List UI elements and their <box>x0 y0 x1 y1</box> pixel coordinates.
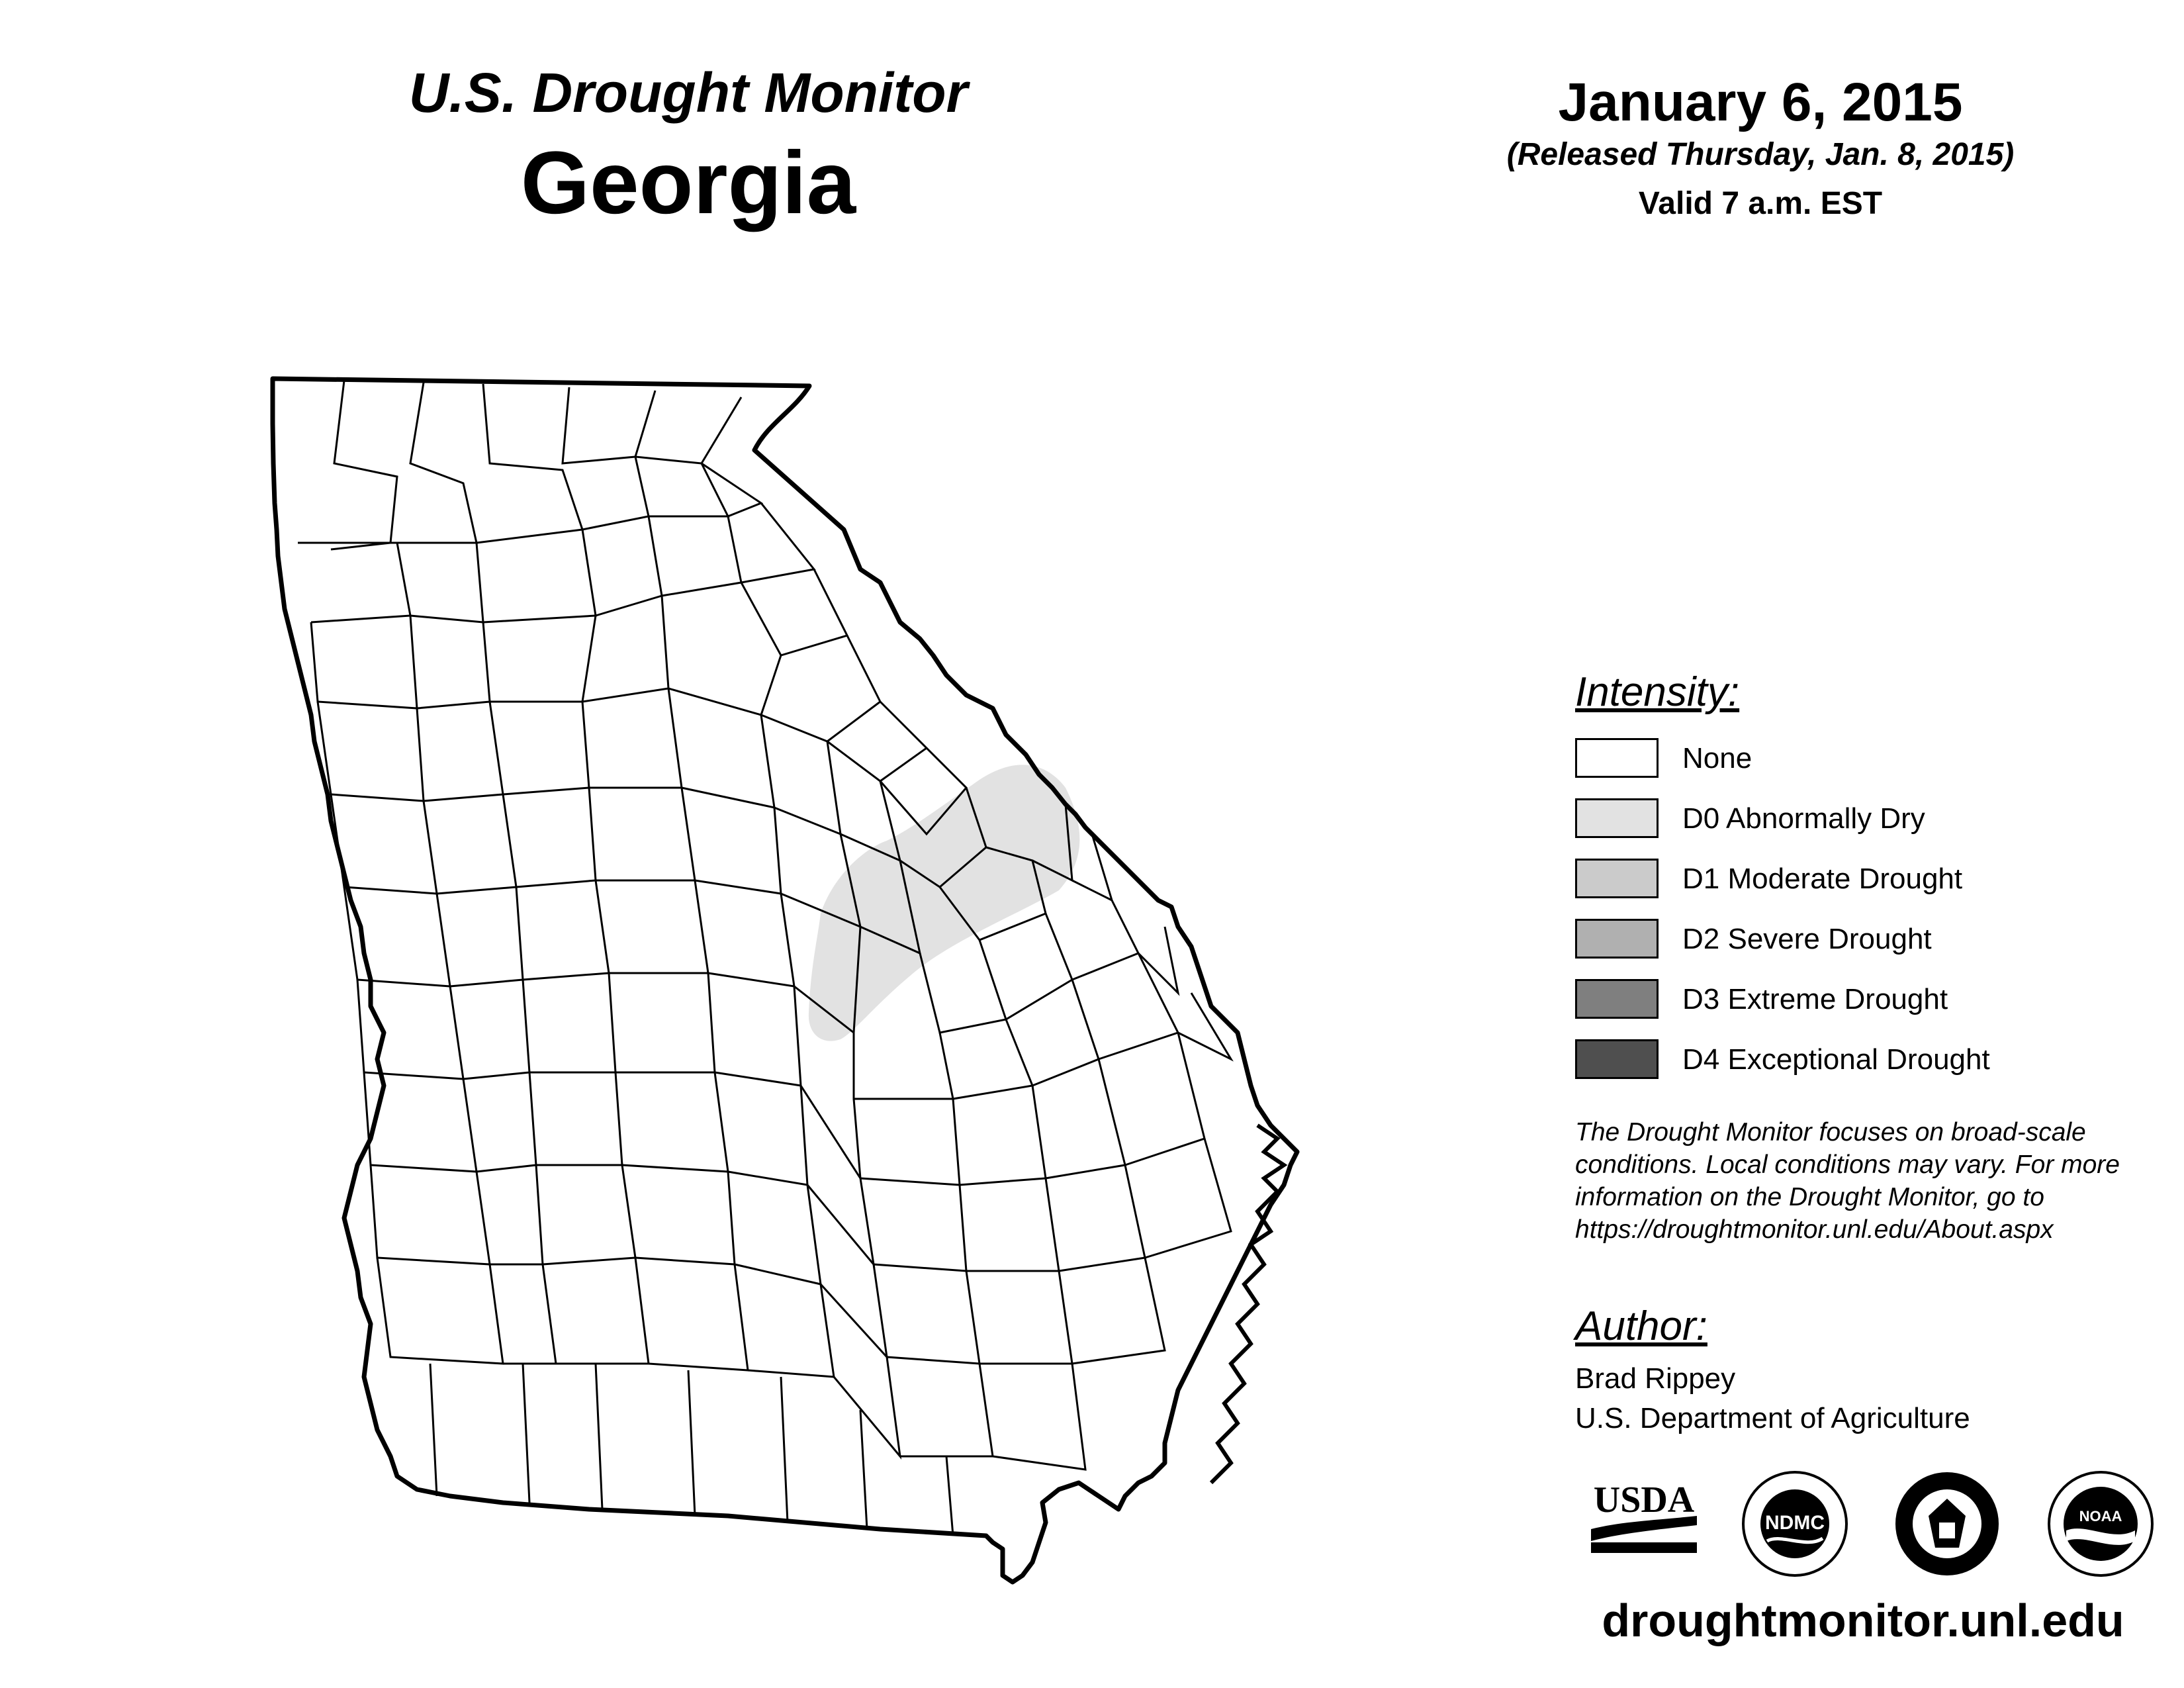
map-subtitle: U.S. Drought Monitor <box>408 62 968 124</box>
legend-swatch <box>1575 738 1659 778</box>
drought-area-d0 <box>809 765 1080 1041</box>
legend-label: None <box>1682 742 1752 774</box>
legend-item-d4 <box>1575 1039 2118 1082</box>
legend-swatch <box>1575 979 1659 1019</box>
commerce-seal-logo <box>1893 1470 2001 1578</box>
usda-logo-text: USDA <box>1593 1481 1695 1521</box>
legend-label: D1 Moderate Drought <box>1682 863 1963 895</box>
author-name: Brad Rippey <box>1575 1362 1736 1395</box>
valid-time: Valid 7 a.m. EST <box>1638 186 1883 221</box>
legend-item-d3 <box>1575 979 2118 1021</box>
legend-label: D4 Exceptional Drought <box>1682 1043 1990 1076</box>
legend-item-d0 <box>1575 798 2118 841</box>
map-date: January 6, 2015 <box>1558 72 1963 132</box>
legend-swatch <box>1575 859 1659 898</box>
legend-label: D2 Severe Drought <box>1682 923 1932 955</box>
noaa-logo-text: NOAA <box>2079 1508 2122 1524</box>
usda-logo <box>1588 1481 1700 1554</box>
state-outline <box>273 379 1297 1582</box>
website-url: droughtmonitor.unl.edu <box>1602 1595 2124 1646</box>
ndmc-logo <box>1741 1470 1849 1578</box>
map-title-state: Georgia <box>520 134 856 232</box>
author-title: Author: <box>1575 1303 1707 1349</box>
noaa-logo <box>2046 1470 2155 1578</box>
legend-item-d2 <box>1575 919 2118 961</box>
county-boundaries <box>298 381 1231 1536</box>
legend-item-d1 <box>1575 859 2118 901</box>
disclaimer-note: The Drought Monitor focuses on broad-scale conditions. Local conditions may vary. For more information on the Drought Monitor, go to https://droughtmonitor.unl.edu/About.aspx <box>1575 1118 2120 1244</box>
legend-title: Intensity: <box>1575 669 1740 715</box>
legend-label: D0 Abnormally Dry <box>1682 802 1925 835</box>
legend-label: D3 Extreme Drought <box>1682 983 1948 1015</box>
legend-swatch <box>1575 798 1659 838</box>
legend-swatch <box>1575 1039 1659 1079</box>
ndmc-logo-text: NDMC <box>1765 1512 1825 1534</box>
release-date: (Released Thursday, Jan. 8, 2015) <box>1506 137 2015 172</box>
legend-item-none <box>1575 738 2118 780</box>
legend-swatch <box>1575 919 1659 959</box>
author-organization: U.S. Department of Agriculture <box>1575 1402 1970 1434</box>
coastline-detail <box>1211 1125 1284 1483</box>
